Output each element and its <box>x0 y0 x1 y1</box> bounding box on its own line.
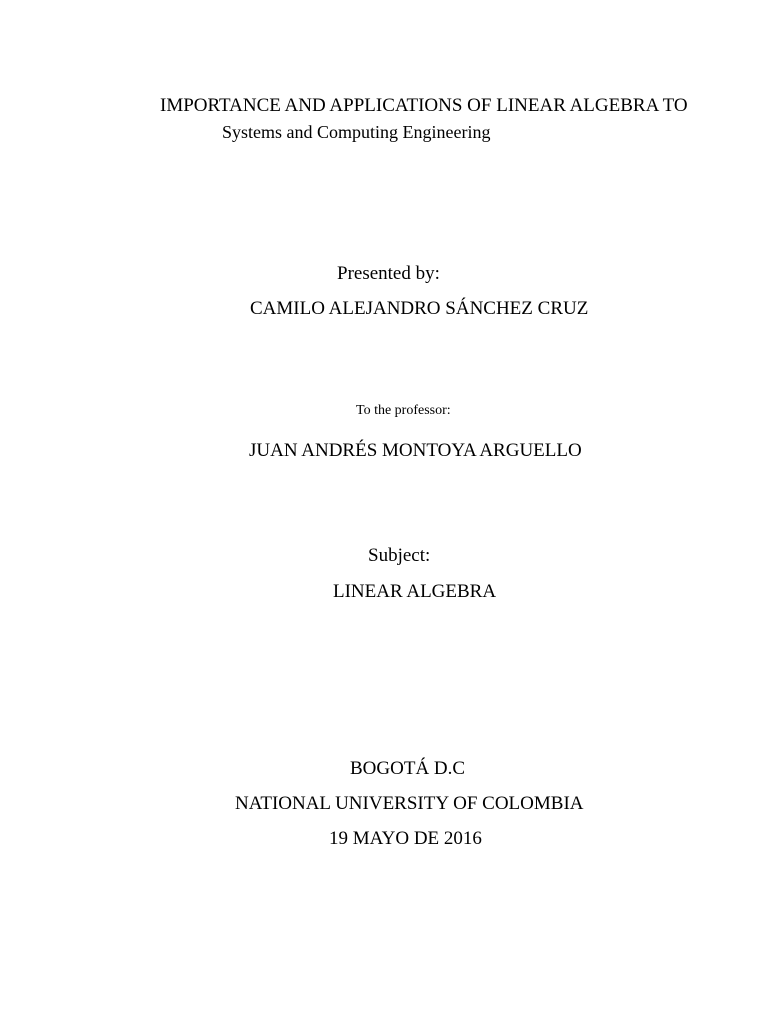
city: BOGOTÁ D.C <box>350 758 466 779</box>
presented-by-label: Presented by: <box>337 263 440 284</box>
title-line-2: Systems and Computing Engineering <box>222 122 491 142</box>
professor-name: JUAN ANDRÉS MONTOYA ARGUELLO <box>249 440 582 461</box>
date: 19 MAYO DE 2016 <box>329 828 482 849</box>
title-line-1: IMPORTANCE AND APPLICATIONS OF LINEAR ALGEBRA TO <box>160 95 688 116</box>
subject-name: LINEAR ALGEBRA <box>333 581 497 602</box>
professor-label: To the professor: <box>356 403 451 418</box>
subject-label: Subject: <box>368 545 431 566</box>
author-name: CAMILO ALEJANDRO SÁNCHEZ CRUZ <box>250 298 589 319</box>
university-name: NATIONAL UNIVERSITY OF COLOMBIA <box>235 793 584 814</box>
